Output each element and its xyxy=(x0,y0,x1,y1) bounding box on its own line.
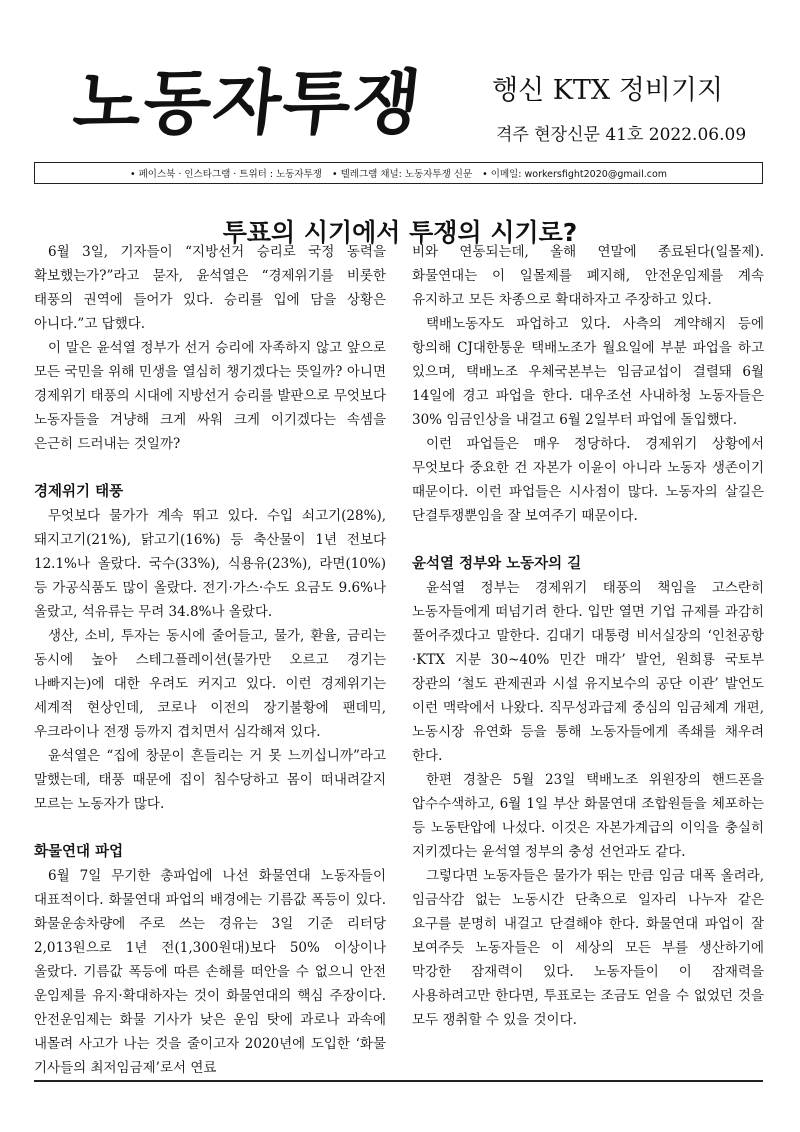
workplace-name: 행신 KTX 정비기지 xyxy=(492,75,724,106)
section-heading: 윤석열 정부와 노동자의 길 xyxy=(412,556,582,572)
paragraph: 이 말은 윤석열 정부가 선거 승리에 자족하지 않고 앞으로 모든 국민을 위해 민생을 열심히 챙기겠다는 뜻일까? 아니면 경제위기 태풍의 시대에 지방선거 승리를 발판으로 무엇보다 노동자들을 겨냥해 크게 싸워 크게 이기겠다는 속셈을 은근히 드러내는 것일까? xyxy=(34,340,386,452)
contact-bar xyxy=(34,162,763,184)
masthead xyxy=(34,52,764,156)
email-info: • 이메일: workersfight2020@gmail.com xyxy=(482,169,668,180)
social-media-info: • 페이스북 · 인스타그램 · 트위터 : 노동자투쟁 xyxy=(129,169,322,180)
paragraph: 그렇다면 노동자들은 물가가 뛰는 만큼 임금 대폭 올려라, 임금삭감 없는 노동시간 단축으로 일자리 나누자 같은 요구를 분명히 내걸고 단결해야 한다. 화물연대 파업이 잘 보여주듯 노동자들은 이 세상의 모든 부를 생산하기에 막강한 잠재력이 있다. 노동자들이 이 잠재력을 사용하려고만 한다면, 투표로는 조금도 얻을 수 없었던 것을 모두 쟁취할 수 있을 것이다. xyxy=(412,868,764,1028)
paragraph: 윤석열 정부는 경제위기 태풍의 책임을 고스란히 노동자들에게 떠넘기려 한다. 입만 열면 기업 규제를 과감히 풀어주겠다고 말한다. 김대기 대통령 비서실장의 ‘인천공항·KTX 지분 30~40% 민간 매각’ 발언, 원희룡 국토부 장관의 ‘철도 관제권과 시설 유지보수의 공단 이관’ 발언도 이런 맥락에서 나왔다. 직무성과급제 중심의 임금체계 개편, 노동시장 유연화 등을 통해 노동자들에게 족쇄를 채우려 한다. xyxy=(412,580,764,764)
footer-rule xyxy=(34,1080,763,1082)
paragraph: 택배노동자도 파업하고 있다. 사측의 계약해지 등에 항의해 CJ대한통운 택배노조가 월요일에 부분 파업을 하고 있으며, 택배노조 우체국본부는 임금교섭이 결렬돼 6월 14일에 경고 파업을 한다. 대우조선 사내하청 노동자들은 30% 임금인상을 내걸고 6월 2일부터 파업에 돌입했다. xyxy=(412,316,764,428)
newspaper-logo: 노동자투쟁 xyxy=(69,62,427,144)
article-headline: 투표의 시기에서 투쟁의 시기로? xyxy=(222,217,578,247)
paragraph: 한편 경찰은 5월 23일 택배노조 위원장의 핸드폰을 압수수색하고, 6월 1일 부산 화물연대 조합원들을 체포하는 등 노동탄압에 나섰다. 이것은 자본가계급의 이익을 충실히 지키겠다는 윤석열 정부의 충성 선언과도 같다. xyxy=(412,772,764,860)
issue-info: 격주 현장신문 41호 2022.06.09 xyxy=(496,125,747,145)
telegram-info: • 텔레그램 채널: 노동자투쟁 신문 xyxy=(331,169,473,180)
paragraph: 이런 파업들은 매우 정당하다. 경제위기 상황에서 무엇보다 중요한 건 자본가 이윤이 아니라 노동자 생존이기 때문이다. 이런 파업들은 시사점이 많다. 노동자의 살길은 단결투쟁뿐임을 잘 보여주기 때문이다. xyxy=(412,436,764,524)
article-column-right xyxy=(412,240,764,1032)
paragraph: 생산, 소비, 투자는 동시에 줄어들고, 물가, 환율, 금리는 동시에 높아 스테그플레이션(물가만 오르고 경기는 나빠지는)에 대한 우려도 커지고 있다. 이런 경제위기는 세계적 현상인데, 코로나 이전의 장기불황에 팬데믹, 우크라이나 전쟁 등까지 겹치면서 심각해져 있다. xyxy=(34,628,386,740)
paragraph: 무엇보다 물가가 계속 뛰고 있다. 수입 쇠고기(28%), 돼지고기(21%), 닭고기(16%) 등 축산물이 1년 전보다 12.1%나 올랐다. 국수(33%), 식용유(23%), 라면(10%) 등 가공식품도 많이 올랐다. 전기·가스·수도 요금도 9.6%나 올랐고, 석유류는 무려 34.8%나 올랐다. xyxy=(34,508,386,620)
paragraph: 6월 7일 무기한 총파업에 나선 화물연대 노동자들이 대표적이다. 화물연대 파업의 배경에는 기름값 폭등이 있다. 화물운송차량에 주로 쓰는 경유는 3일 기준 리터당 2,013원으로 1년 전(1,300원대)보다 50% 이상이나 올랐다. 기름값 폭등에 따른 손해를 떠안을 수 없으니 안전 운임제를 유지·확대하자는 것이 화물연대의 핵심 주장이다. 안전운임제는 화물 기사가 낮은 운임 탓에 과로나 과속에 내몰려 사고가 나는 것을 줄이고자 2020년에 도입한 ‘화물 기사들의 최저임금제’로서 연료 xyxy=(34,868,386,1076)
section-heading: 화물연대 파업 xyxy=(34,844,124,860)
paragraph: 6월 3일, 기자들이 “지방선거 승리로 국정 동력을 확보했는가?”라고 묻자, 윤석열은 “경제위기를 비롯한 태풍의 권역에 들어가 있다. 승리를 입에 담을 상황은 아니다.”고 답했다. xyxy=(34,244,386,332)
article-column-left xyxy=(34,240,386,1080)
section-heading: 경제위기 태풍 xyxy=(34,484,124,500)
paragraph: 비와 연동되는데, 올해 연말에 종료된다(일몰제). 화물연대는 이 일몰제를 폐지해, 안전운임제를 계속 유지하고 모든 차종으로 확대하자고 주장하고 있다. xyxy=(412,244,764,308)
paragraph: 윤석열은 “집에 창문이 흔들리는 거 못 느끼십니까”라고 말했는데, 태풍 때문에 집이 침수당하고 몸이 떠내려갈지 모르는 노동자가 많다. xyxy=(34,748,386,812)
